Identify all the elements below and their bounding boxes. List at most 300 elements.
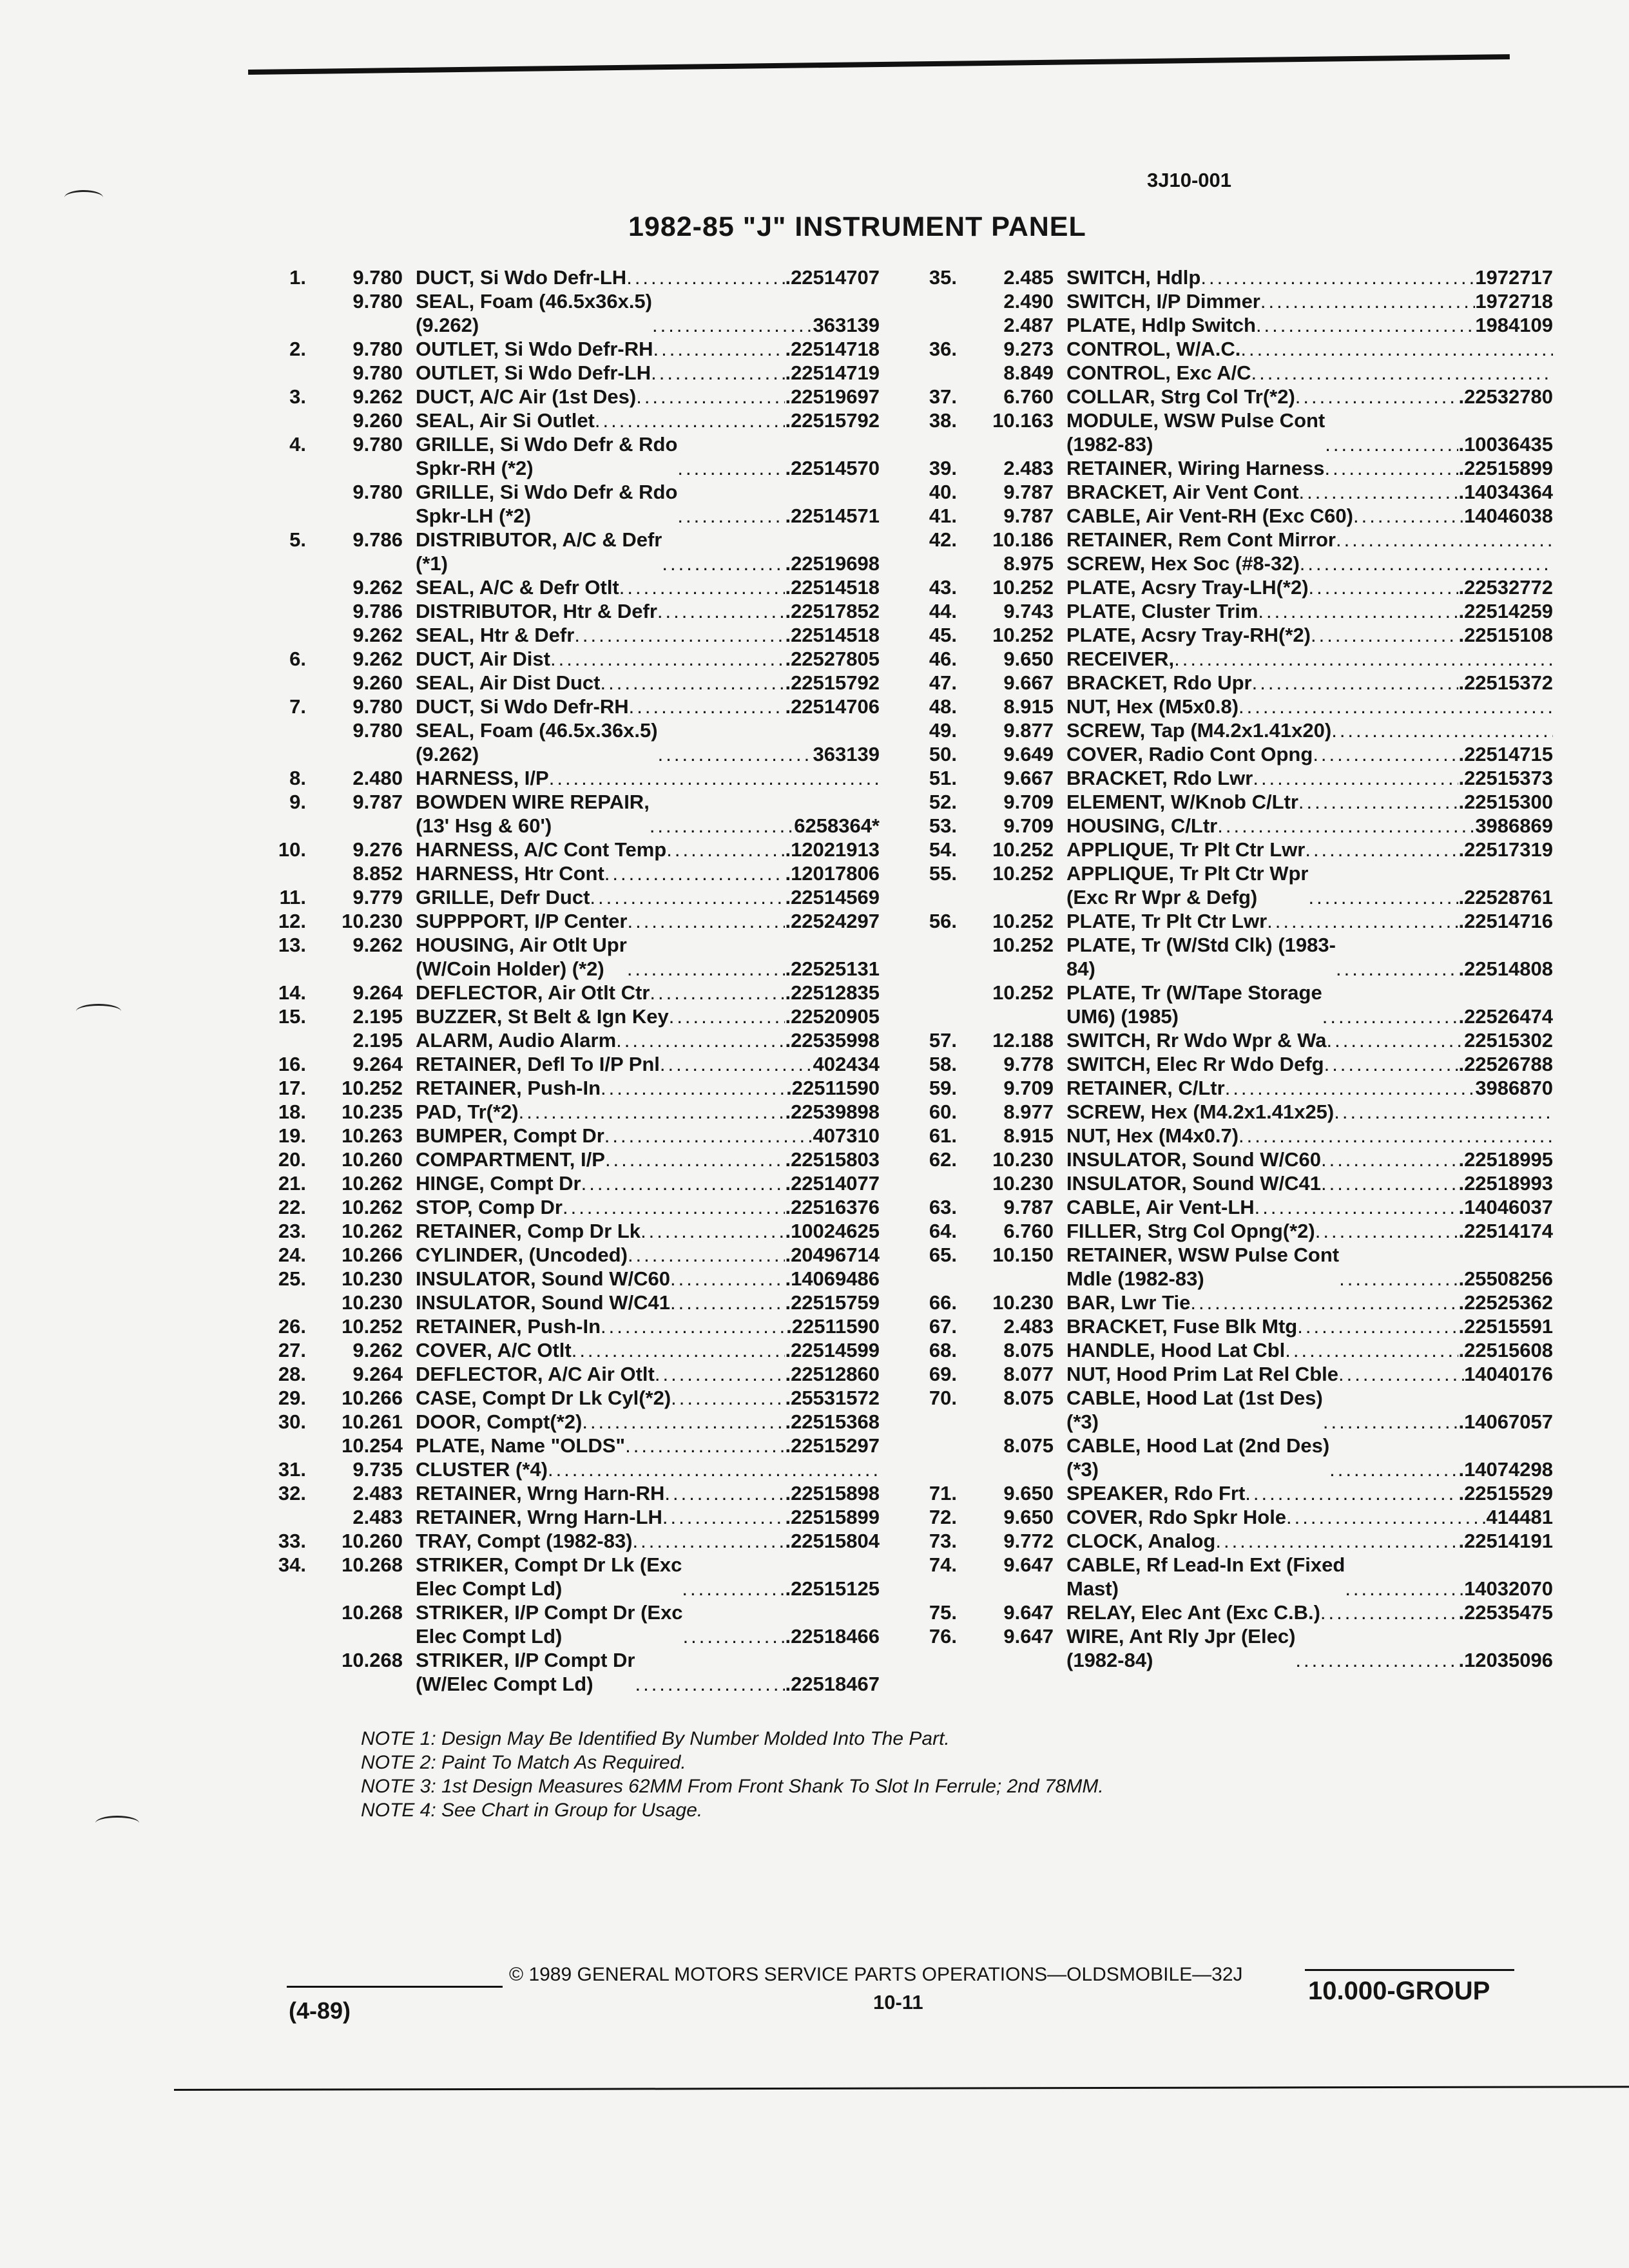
part-row <box>905 1195 1553 1219</box>
part-row <box>261 1028 880 1052</box>
leader-dots <box>1217 814 1475 838</box>
part-row <box>261 1195 880 1219</box>
reference-number: 9.262 <box>352 648 403 670</box>
leader-dots <box>1324 1052 1459 1076</box>
leader-dots <box>595 408 786 432</box>
leader-dots <box>1309 575 1459 599</box>
part-number: .22514191 <box>1458 1530 1553 1552</box>
part-description-text: OUTLET, Si Wdo Defr-RH <box>416 338 653 360</box>
item-number: 67. <box>929 1315 957 1338</box>
leader-dots <box>1286 1505 1487 1529</box>
part-description-text: INSULATOR, Sound W/C41 <box>416 1291 670 1314</box>
part-row <box>905 1314 1553 1338</box>
part-description-text: INSULATOR, Sound W/C41 <box>1066 1172 1321 1195</box>
reference-number: 2.483 <box>1003 1315 1054 1338</box>
part-row <box>905 480 1553 504</box>
part-description-text: HOUSING, Air Otlt Upr (W/Coin Holder) (*2) <box>416 934 627 980</box>
part-description-text: DISTRIBUTOR, Htr & Defr <box>416 600 657 622</box>
leader-dots <box>627 957 786 981</box>
item-number: 38. <box>929 409 957 432</box>
part-number: 402434 <box>813 1053 880 1075</box>
reference-number: 10.230 <box>992 1172 1054 1195</box>
reference-number: 9.772 <box>1003 1530 1054 1552</box>
part-number: .22515591 <box>1458 1315 1553 1338</box>
leader-dots <box>628 1243 786 1267</box>
item-number: 49. <box>929 719 957 742</box>
reference-number: 10.266 <box>342 1387 403 1409</box>
item-number: 28. <box>278 1363 306 1385</box>
item-number: 22. <box>278 1196 306 1218</box>
part-number: .22514570 <box>785 457 880 479</box>
leader-dots <box>664 1481 785 1505</box>
part-description <box>416 432 785 480</box>
part-description <box>1066 575 1458 599</box>
item-number: 53. <box>929 814 957 837</box>
item-number: 50. <box>929 743 957 765</box>
part-description <box>1066 1171 1458 1195</box>
item-number: 31. <box>278 1458 306 1481</box>
part-description <box>1066 599 1458 623</box>
item-number: 2. <box>289 338 306 360</box>
reference-number: 10.252 <box>992 981 1054 1004</box>
part-description <box>416 1004 785 1028</box>
part-row <box>261 408 880 432</box>
leader-dots <box>626 265 785 289</box>
part-description <box>1066 671 1458 695</box>
part-number: .22514719 <box>785 361 880 384</box>
leader-dots <box>662 1505 786 1529</box>
notes-section <box>361 1727 1104 1822</box>
reference-number: 9.262 <box>352 385 403 408</box>
part-description <box>1066 718 1553 742</box>
part-description <box>416 1219 785 1243</box>
part-description <box>1066 814 1475 838</box>
item-number: 45. <box>929 624 957 646</box>
footer-date: (4-89) <box>289 1997 351 2024</box>
part-description <box>1066 1052 1458 1076</box>
item-number: 3. <box>289 385 306 408</box>
reference-number: 9.276 <box>352 838 403 861</box>
part-description-text: CABLE, Air Vent-LH <box>1066 1196 1255 1218</box>
part-description <box>416 1028 785 1052</box>
leader-dots <box>1285 1338 1458 1362</box>
part-description-text: PAD, Tr(*2) <box>416 1100 519 1123</box>
part-row <box>905 1553 1553 1600</box>
reference-number: 8.977 <box>1003 1100 1054 1123</box>
part-row <box>905 1600 1553 1624</box>
leader-dots <box>601 1076 786 1100</box>
part-row <box>905 361 1553 385</box>
part-row <box>261 361 880 385</box>
part-description-text: COVER, Radio Cont Opng <box>1066 743 1313 765</box>
reference-number: 2.195 <box>352 1029 403 1052</box>
part-description <box>416 265 785 289</box>
reference-number: 9.264 <box>352 1363 403 1385</box>
part-description <box>416 766 880 790</box>
item-number: 39. <box>929 457 957 479</box>
item-number: 44. <box>929 600 957 622</box>
part-description <box>1066 313 1475 337</box>
part-number: .22515804 <box>785 1530 880 1552</box>
leader-dots <box>1299 480 1459 504</box>
part-description-text: INSULATOR, Sound W/C60 <box>1066 1148 1321 1171</box>
part-number: .22515297 <box>785 1434 880 1457</box>
leader-dots <box>1336 528 1553 552</box>
part-row <box>905 385 1553 408</box>
part-number: .22528761 <box>1458 886 1553 908</box>
part-description-text: SWITCH, I/P Dimmer <box>1066 290 1260 312</box>
leader-dots <box>1305 838 1458 861</box>
part-number: .22532780 <box>1458 385 1553 408</box>
item-number: 66. <box>929 1291 957 1314</box>
reference-number: 9.709 <box>1003 814 1054 837</box>
leader-dots <box>1345 1577 1464 1600</box>
item-number: 36. <box>929 338 957 360</box>
part-row <box>261 337 880 361</box>
reference-number: 9.650 <box>1003 1506 1054 1528</box>
part-description-text: STOP, Comp Dr <box>416 1196 563 1218</box>
reference-number: 9.647 <box>1003 1601 1054 1624</box>
part-row <box>261 1338 880 1362</box>
part-row <box>905 742 1553 766</box>
leader-dots <box>601 1314 786 1338</box>
part-description <box>1066 1624 1458 1672</box>
reference-number: 8.075 <box>1003 1387 1054 1409</box>
reference-number: 2.483 <box>352 1506 403 1528</box>
part-row <box>905 1529 1553 1553</box>
part-number: .22515899 <box>785 1506 880 1528</box>
leader-dots <box>627 909 785 933</box>
item-number: 75. <box>929 1601 957 1624</box>
part-description-text: SPEAKER, Rdo Frt <box>1066 1482 1246 1504</box>
item-number: 51. <box>929 767 957 789</box>
note-1: NOTE 1: Design May Be Identified By Number Molded Into The Part. <box>361 1728 950 1749</box>
part-description <box>416 1195 785 1219</box>
reference-number: 10.252 <box>992 934 1054 956</box>
part-number: .22515759 <box>785 1291 880 1314</box>
part-description-text: BOWDEN WIRE REPAIR, (13' Hsg & 60') <box>416 791 650 837</box>
part-description <box>1066 361 1553 385</box>
part-number: .22515300 <box>1458 791 1553 813</box>
part-description <box>1066 1600 1458 1624</box>
part-number: .22525362 <box>1458 1291 1553 1314</box>
part-number: .22514718 <box>785 338 880 360</box>
part-description-text: CASE, Compt Dr Lk Cyl(*2) <box>416 1387 671 1409</box>
part-row <box>905 1481 1553 1505</box>
reference-number: 9.787 <box>1003 505 1054 527</box>
part-description-text: SEAL, Air Dist Duct <box>416 671 601 694</box>
part-description-text: SEAL, Foam (46.5x.36x.5) (9.262) <box>416 719 658 765</box>
part-row <box>261 1291 880 1314</box>
leader-dots <box>549 766 880 790</box>
part-number: .22515373 <box>1458 767 1553 789</box>
part-description <box>1066 528 1553 552</box>
item-number: 33. <box>278 1530 306 1552</box>
part-description-text: CABLE, Hood Lat (1st Des) (*3) <box>1066 1387 1323 1433</box>
part-description <box>1066 695 1553 718</box>
leader-dots <box>1260 289 1475 313</box>
leader-dots <box>1239 695 1553 718</box>
part-row <box>261 1004 880 1028</box>
part-description <box>416 1076 786 1100</box>
reference-number: 2.480 <box>352 767 403 789</box>
part-number: .22514077 <box>785 1172 880 1195</box>
part-description <box>1066 289 1475 313</box>
reference-number: 8.849 <box>1003 361 1054 384</box>
part-row <box>261 1171 880 1195</box>
footer-page-number: 10-11 <box>873 1991 923 2013</box>
part-description <box>416 1529 785 1553</box>
reference-number: 10.230 <box>992 1291 1054 1314</box>
part-row <box>261 265 880 289</box>
reference-number: 8.852 <box>352 862 403 885</box>
part-description-text: SWITCH, Elec Rr Wdo Defg <box>1066 1053 1324 1075</box>
parts-list-right <box>905 265 1553 1672</box>
part-number: .22514599 <box>785 1339 880 1361</box>
part-row <box>261 981 880 1004</box>
part-row <box>905 504 1553 528</box>
reference-number: 9.647 <box>1003 1625 1054 1648</box>
item-number: 47. <box>929 671 957 694</box>
leader-dots <box>1325 456 1459 480</box>
part-number: .10036435 <box>1458 433 1553 456</box>
item-number: 37. <box>929 385 957 408</box>
reference-number: 10.263 <box>342 1124 403 1147</box>
part-description-text: CLOCK, Analog <box>1066 1530 1216 1552</box>
part-description <box>1066 1195 1458 1219</box>
part-number: .22532772 <box>1458 576 1553 599</box>
part-description <box>416 1267 785 1291</box>
reference-number: 9.786 <box>352 528 403 551</box>
leader-dots <box>1300 552 1553 575</box>
leader-dots <box>625 1434 785 1457</box>
item-number: 29. <box>278 1387 306 1409</box>
part-description-text: PLATE, Tr Plt Ctr Lwr <box>1066 910 1268 932</box>
part-description <box>416 1481 785 1505</box>
part-description-text: BAR, Lwr Tie <box>1066 1291 1191 1314</box>
part-number: .22515608 <box>1458 1339 1553 1361</box>
part-number: .22519697 <box>785 385 880 408</box>
part-description-text: HANDLE, Hood Lat Cbl <box>1066 1339 1286 1361</box>
leader-dots <box>1308 885 1458 909</box>
part-description-text: PLATE, Cluster Trim <box>1066 600 1258 622</box>
part-number: .22527805 <box>785 648 880 670</box>
part-number: .12035096 <box>1458 1649 1553 1671</box>
reference-number: 9.779 <box>352 886 403 908</box>
leader-dots <box>1315 1219 1459 1243</box>
part-description-text: SWITCH, Rr Wdo Wpr & Wa <box>1066 1029 1327 1052</box>
part-number: 3986870 <box>1475 1077 1553 1099</box>
part-row <box>261 1100 880 1124</box>
part-description-text: COVER, A/C Otlt <box>416 1339 572 1361</box>
part-number: .22535998 <box>785 1029 880 1052</box>
part-row <box>905 814 1553 838</box>
part-description <box>416 1505 785 1529</box>
item-number: 56. <box>929 910 957 932</box>
leader-dots <box>1256 313 1475 337</box>
item-number: 70. <box>929 1387 957 1409</box>
reference-number: 9.778 <box>1003 1053 1054 1075</box>
part-description <box>416 981 785 1004</box>
item-number: 55. <box>929 862 957 885</box>
item-number: 32. <box>278 1482 306 1504</box>
part-description <box>416 718 813 766</box>
part-description-text: CABLE, Air Vent-RH (Exc C60) <box>1066 505 1353 527</box>
part-description <box>416 885 785 909</box>
leader-dots <box>1327 1028 1465 1052</box>
reference-number: 2.490 <box>1003 290 1054 312</box>
part-row <box>261 909 880 933</box>
reference-number: 9.786 <box>352 600 403 622</box>
reference-number: 9.780 <box>352 433 403 456</box>
part-description <box>1066 623 1458 647</box>
part-row <box>261 695 880 718</box>
leader-dots <box>1325 432 1458 456</box>
part-description-text: STRIKER, I/P Compt Dr (W/Elec Compt Ld) <box>416 1649 635 1695</box>
part-row <box>261 289 880 337</box>
part-description <box>416 647 785 671</box>
part-row <box>261 1600 880 1648</box>
part-row <box>261 933 880 981</box>
part-number: .22526474 <box>1458 1005 1553 1028</box>
part-description-text: SEAL, Air Si Outlet <box>416 409 595 432</box>
part-number: 14046038 <box>1464 505 1553 527</box>
part-number: .14074298 <box>1458 1458 1553 1481</box>
part-row <box>905 671 1553 695</box>
leader-dots <box>677 456 785 480</box>
part-description <box>1066 408 1458 456</box>
part-description-text: RETAINER, Wrng Harn-LH <box>416 1506 662 1528</box>
part-number: .14067057 <box>1458 1410 1553 1433</box>
part-description-text: BRACKET, Air Vent Cont <box>1066 481 1299 503</box>
part-description-text: CYLINDER, (Uncoded) <box>416 1244 628 1266</box>
part-description <box>416 361 785 385</box>
item-number: 42. <box>929 528 957 551</box>
leader-dots <box>1253 766 1458 790</box>
part-description-text: CONTROL, Exc A/C <box>1066 361 1251 384</box>
item-number: 5. <box>289 528 306 551</box>
leader-dots <box>653 337 786 361</box>
leader-dots <box>1200 265 1475 289</box>
part-description-text: DOOR, Compt(*2) <box>416 1410 583 1433</box>
leader-dots <box>563 1195 785 1219</box>
part-description <box>416 289 813 337</box>
part-description <box>1066 1338 1458 1362</box>
reference-number: 9.743 <box>1003 600 1054 622</box>
part-description <box>1066 1100 1553 1124</box>
part-description <box>416 1362 785 1386</box>
part-row <box>905 552 1553 575</box>
part-description-text: NUT, Hex (M5x0.8) <box>1066 695 1239 718</box>
part-description-text: DUCT, Si Wdo Defr-LH <box>416 266 627 289</box>
reference-number: 10.260 <box>342 1530 403 1552</box>
part-description-text: SWITCH, Hdlp <box>1066 266 1201 289</box>
item-number: 68. <box>929 1339 957 1361</box>
part-description-text: WIRE, Ant Rly Jpr (Elec) (1982-84) <box>1066 1625 1296 1671</box>
part-description <box>416 1243 785 1267</box>
part-description-text: ELEMENT, W/Knob C/Ltr <box>1066 791 1298 813</box>
part-row <box>905 289 1553 313</box>
part-description-text: COLLAR, Strg Col Tr(*2) <box>1066 385 1295 408</box>
part-row <box>261 861 880 885</box>
part-description-text: MODULE, WSW Pulse Cont (1982-83) <box>1066 409 1325 456</box>
footer-rule-left <box>287 1986 503 1988</box>
part-description-text: APPLIQUE, Tr Plt Ctr Lwr <box>1066 838 1306 861</box>
reference-number: 9.262 <box>352 1339 403 1361</box>
part-description <box>416 1100 785 1124</box>
part-number: .22515898 <box>785 1482 880 1504</box>
part-row <box>905 1624 1553 1672</box>
part-row <box>905 790 1553 814</box>
reference-number: 8.077 <box>1003 1363 1054 1385</box>
part-number: 14040176 <box>1464 1363 1553 1385</box>
leader-dots <box>660 1052 813 1076</box>
leader-dots <box>670 1291 785 1314</box>
item-number: 41. <box>929 505 957 527</box>
leader-dots <box>601 671 786 695</box>
part-description <box>416 1410 785 1434</box>
part-row <box>261 528 880 575</box>
part-description-text: COVER, Rdo Spkr Hole <box>1066 1506 1287 1528</box>
part-description <box>1066 742 1458 766</box>
leader-dots <box>1240 337 1553 361</box>
part-description-text: RECEIVER, <box>1066 648 1175 670</box>
part-description-text: HOUSING, C/Ltr <box>1066 814 1218 837</box>
part-description-text: ALARM, Audio Alarm <box>416 1029 617 1052</box>
part-row <box>905 1100 1553 1124</box>
leader-dots <box>635 1672 785 1696</box>
part-description-text: RETAINER, Comp Dr Lk <box>416 1220 641 1242</box>
part-description <box>416 528 785 575</box>
item-number: 6. <box>289 648 306 670</box>
part-description <box>416 480 785 528</box>
reference-number: 10.230 <box>992 1148 1054 1171</box>
leader-dots <box>652 313 813 337</box>
part-row <box>905 766 1553 790</box>
part-row <box>905 1219 1553 1243</box>
part-number: .22517319 <box>1458 838 1553 861</box>
part-description-text: HARNESS, Htr Cont <box>416 862 604 885</box>
reference-number: 6.760 <box>1003 1220 1054 1242</box>
leader-dots <box>1353 504 1464 528</box>
part-description <box>1066 981 1458 1028</box>
part-number: .22514715 <box>1458 743 1553 765</box>
item-number: 16. <box>278 1053 306 1075</box>
reference-number: 10.252 <box>992 624 1054 646</box>
leader-dots <box>1225 1076 1476 1100</box>
part-description-text: BRACKET, Rdo Lwr <box>1066 767 1253 789</box>
part-description <box>416 1386 785 1410</box>
leader-dots <box>1174 647 1553 671</box>
part-row <box>261 1529 880 1553</box>
leader-dots <box>1329 1457 1458 1481</box>
part-description-text: RETAINER, Wrng Harn-RH <box>416 1482 665 1504</box>
part-row <box>905 313 1553 337</box>
leader-dots <box>1298 790 1459 814</box>
part-row <box>261 1219 880 1243</box>
part-number: .20496714 <box>785 1244 880 1266</box>
part-description-text: RETAINER, WSW Pulse Cont Mdle (1982-83) <box>1066 1244 1340 1290</box>
part-number: .12017806 <box>785 862 880 885</box>
part-number: 407310 <box>813 1124 880 1147</box>
part-description-text: DUCT, A/C Air (1st Des) <box>416 385 637 408</box>
leader-dots <box>1190 1291 1458 1314</box>
part-description <box>1066 1148 1458 1171</box>
leader-dots <box>616 1028 785 1052</box>
item-number: 34. <box>278 1553 306 1576</box>
reference-number: 10.268 <box>342 1649 403 1671</box>
leader-dots <box>1322 1004 1459 1028</box>
